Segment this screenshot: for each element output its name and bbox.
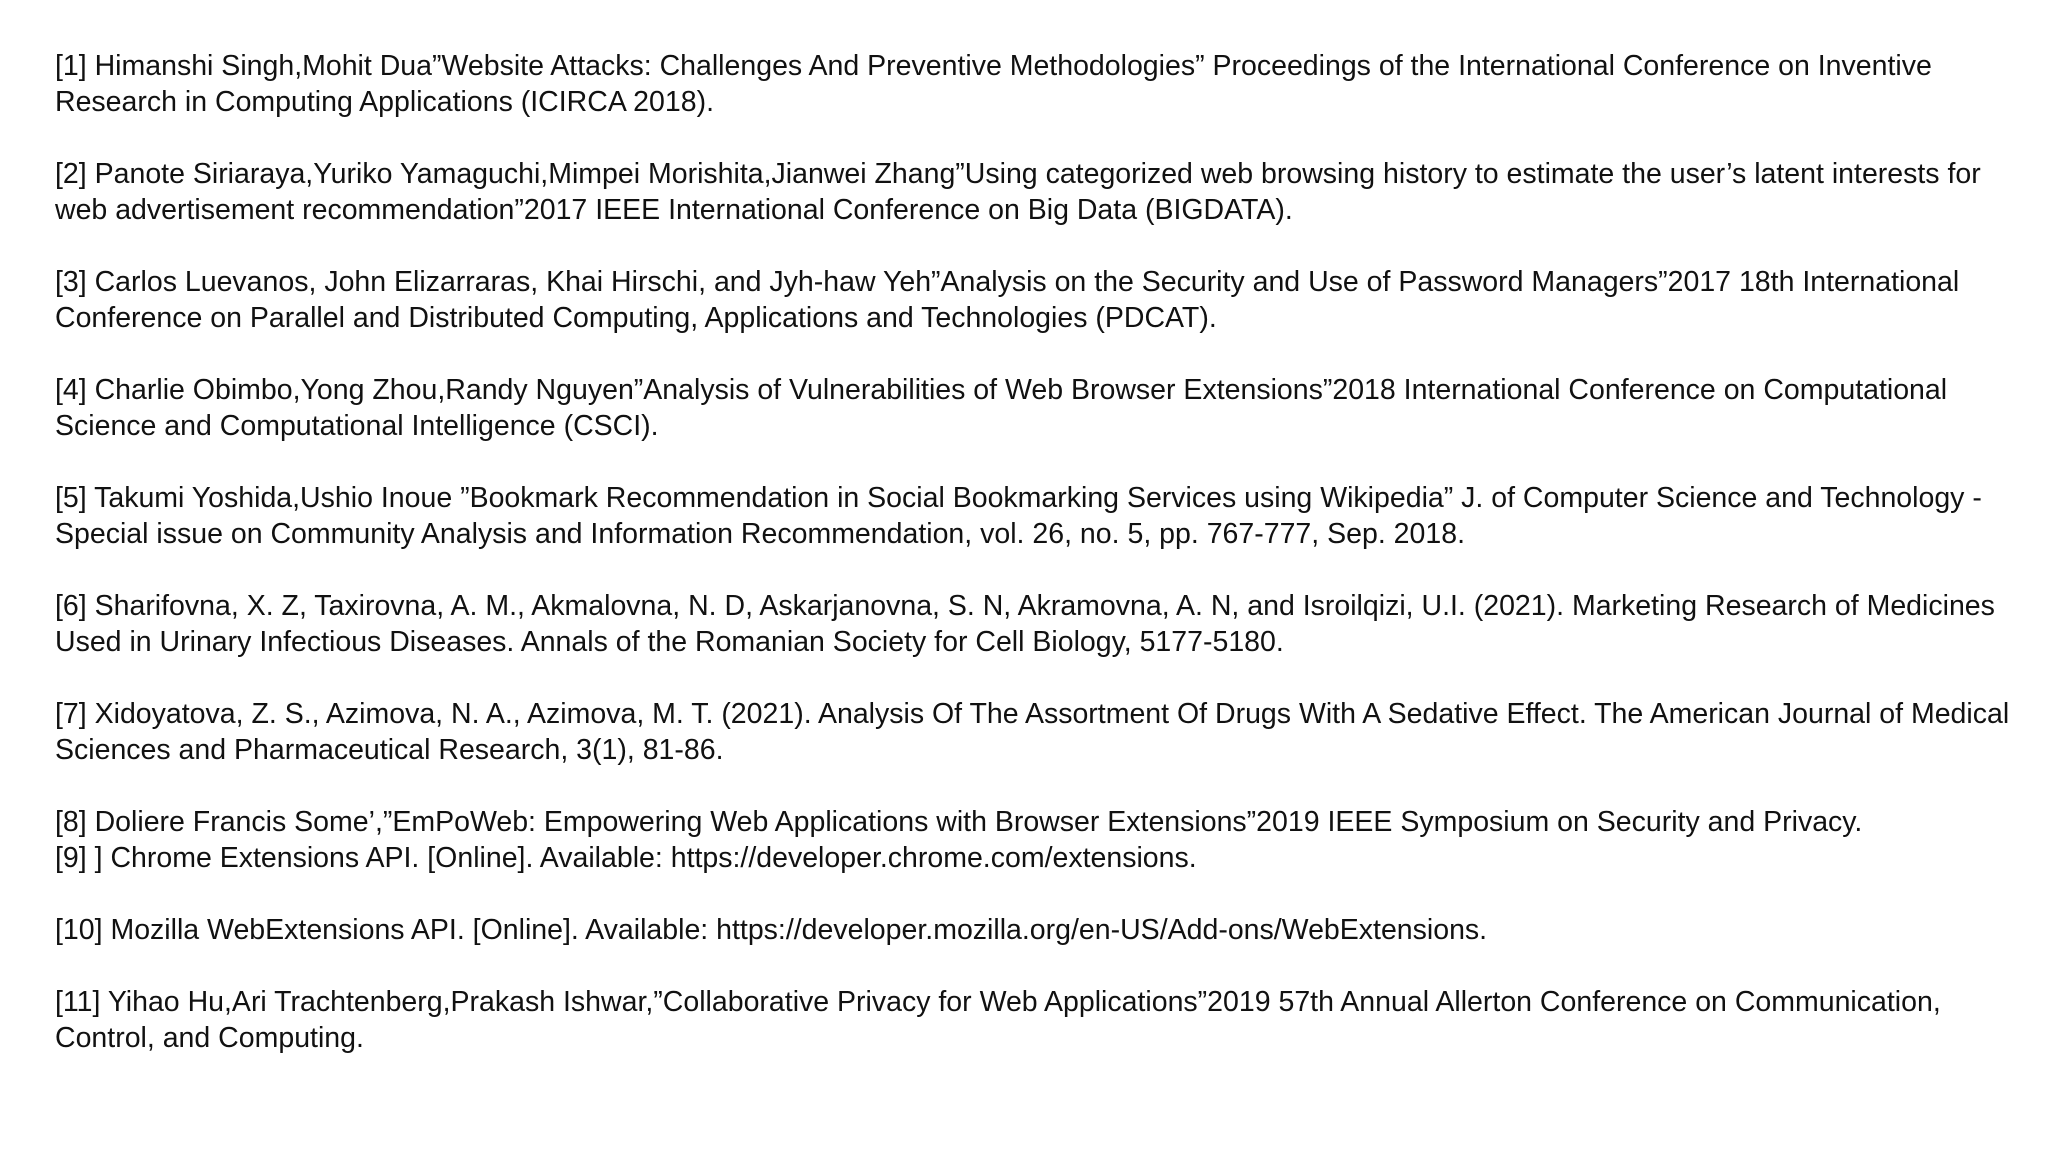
reference-8: [8] Doliere Francis Some’,”EmPoWeb: Empowering Web Applications with Browser Extensions”2019 IEEE Symposium on Security and Privacy. (55, 806, 1863, 838)
reference-5: [5] Takumi Yoshida,Ushio Inoue ”Bookmark Recommendation in Social Bookmarking Services using Wikipedia” J. of Computer Science and Technology - Special issue on Community Analysis and Information Recommendation, vol. 26, no. 5, pp. 767-777, Sep. 2018. (55, 482, 1982, 550)
reference-11: [11] Yihao Hu,Ari Trachtenberg,Prakash Ishwar,”Collaborative Privacy for Web Applications”2019 57th Annual Allerton Conference on Communication, Control, and Computing. (55, 986, 1941, 1054)
reference-4: [4] Charlie Obimbo,Yong Zhou,Randy Nguyen”Analysis of Vulnerabilities of Web Browser Extensions”2018 International Conference on Computational Science and Computational Intelligence (CSCI). (55, 374, 1948, 442)
reference-1: [1] Himanshi Singh,Mohit Dua”Website Attacks: Challenges And Preventive Methodologies” Proceedings of the International Conference on Inventive Research in Computing Applications (ICIRCA 2018). (55, 50, 1932, 118)
reference-6: [6] Sharifovna, X. Z, Taxirovna, A. M., Akmalovna, N. D, Askarjanovna, S. N, Akramovna, A. N, and Isroilqizi, U.I. (2021). Marketing Research of Medicines Used in Urinary Infectious Diseases. Annals of the Romanian Society for Cell Biology, 5177-5180. (55, 590, 1995, 658)
reference-10: [10] Mozilla WebExtensions API. [Online]. Available: https://developer.mozilla.org/en-US/Add-ons/WebExtensions. (55, 914, 1488, 946)
reference-7: [7] Xidoyatova, Z. S., Azimova, N. A., Azimova, M. T. (2021). Analysis Of The Assortment Of Drugs With A Sedative Effect. The American Journal of Medical Sciences and Pharmaceutical Research, 3(1), 81-86. (55, 698, 2010, 766)
reference-9: [9] ] Chrome Extensions API. [Online]. Available: https://developer.chrome.com/extensions. (55, 842, 1197, 874)
reference-3: [3] Carlos Luevanos, John Elizarraras, Khai Hirschi, and Jyh-haw Yeh”Analysis on the Security and Use of Password Managers”2017 18th International Conference on Parallel and Distributed Computing, Applications and Technologies (PDCAT). (55, 266, 1960, 334)
reference-2: [2] Panote Siriaraya,Yuriko Yamaguchi,Mimpei Morishita,Jianwei Zhang”Using categorized web browsing history to estimate the user’s latent interests for web advertisement recommendation”2017 IEEE International Conference on Big Data (BIGDATA). (55, 158, 1981, 226)
reference-list (55, 48, 2015, 1092)
